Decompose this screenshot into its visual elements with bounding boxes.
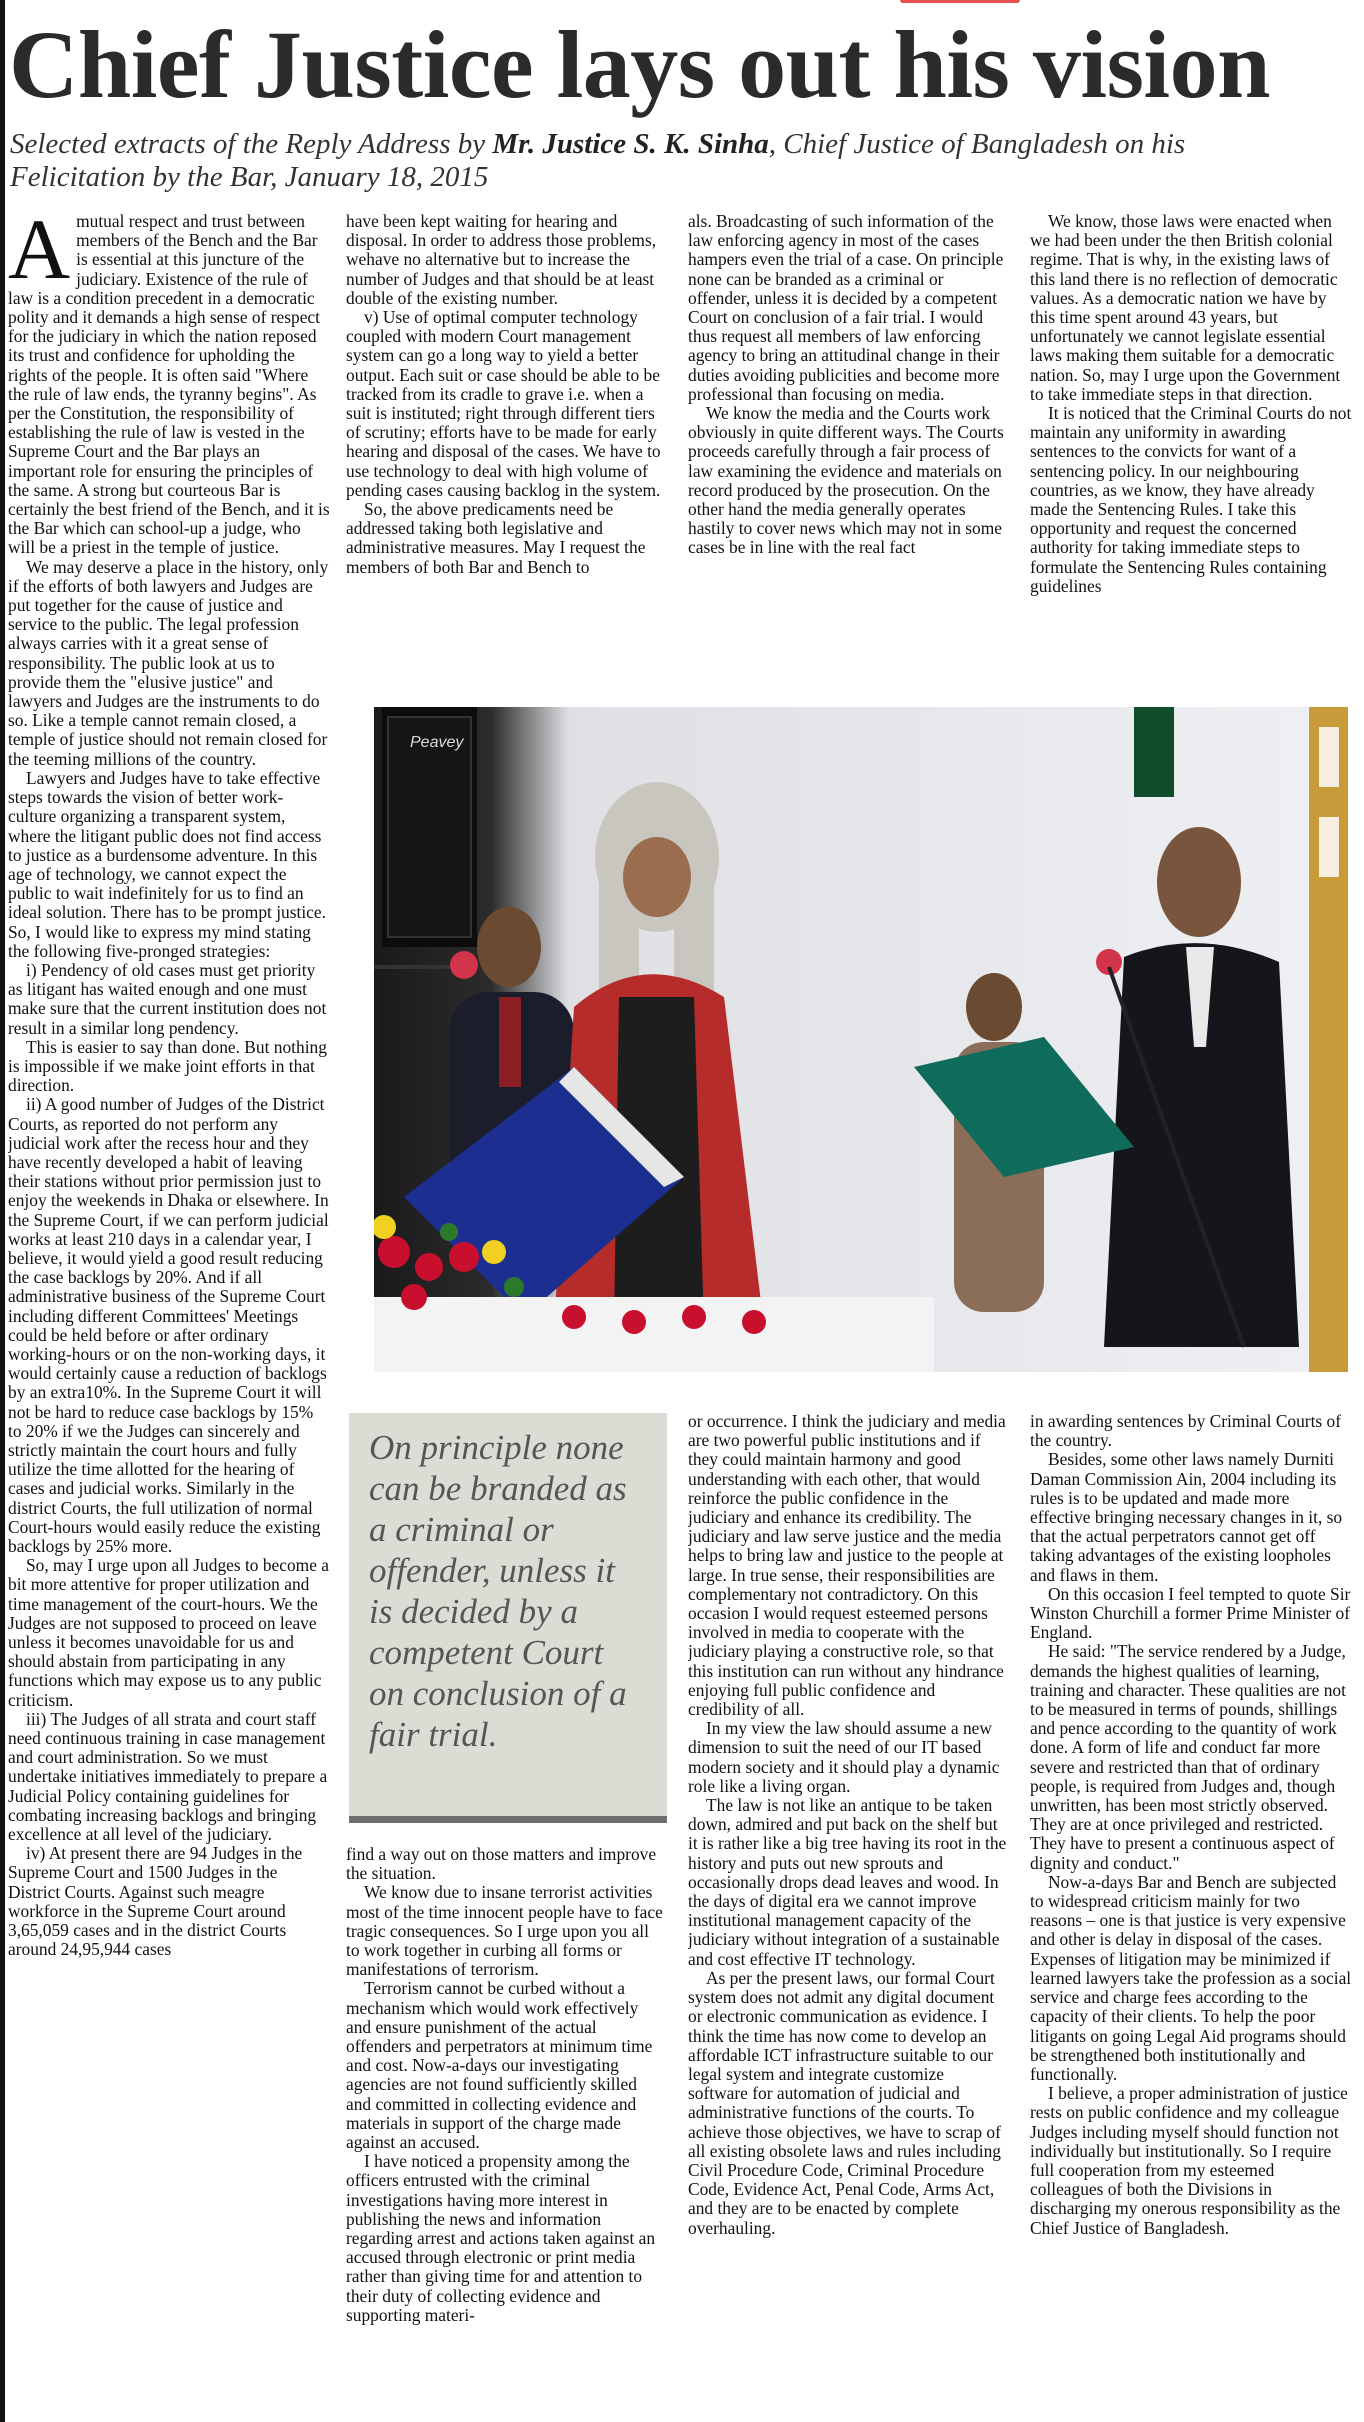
- paragraph: i) Pendency of old cases must get priority as litigant has waited enough and one must make sure that the current institution does not result in a similar long pendency.: [8, 959, 327, 1038]
- paragraph: in awarding sentences by Criminal Courts of the country.: [1030, 1412, 1342, 1451]
- subtitle: [10, 128, 1310, 194]
- paragraph: This is easier to say than done. But nothing is impossible if we make joint efforts in that direction.: [8, 1036, 327, 1096]
- paragraph: Lawyers and Judges have to take effective steps towards the vision of better work-culture organizing a transparent system, where the litigant public does not find access to justice as a burdensome adventure. In this age of technology, we cannot expect the public to wait indefinitely for us to find an ideal solution. There has to be prompt justice. So, I would like to express my mind stating the following five-pronged strategies:: [8, 767, 326, 961]
- subtitle-pre: Selected extracts of the Reply Address by: [10, 128, 493, 160]
- left-margin-rule: [0, 0, 5, 2422]
- column-2-top: [346, 212, 666, 682]
- column-2-bottom: [346, 1845, 666, 2422]
- paragraph: Terrorism cannot be curbed without a mechanism which would work effectively and ensure punishment of the actual offenders and perpetrators at minimum time and cost. Now-a-days our investigating agencies are not found sufficiently skilled and committed in collecting evidence and materials in support of the charge made against an accused.: [346, 1978, 653, 2153]
- paragraph: find a way out on those matters and improve the situation.: [346, 1845, 657, 1884]
- paragraph: So, the above predicaments need be addressed taking both legislative and administrative measures. May I request the members of both Bar and Bench to: [346, 499, 646, 577]
- paragraph: We may deserve a place in the history, only if the efforts of both lawyers and Judges are put together for the cause of justice and service to the public. The legal profession always carries with it a great sense of responsibility. The public look at us to provide them the "elusive justice" and lawyers and Judges are the instruments to do so. Like a temple cannot remain closed, a temple of justice should not remain closed for the teeming millions of the country.: [8, 556, 329, 769]
- paragraph: In my view the law should assume a new dimension to suit the need of our IT based modern society and it should play a dynamic role like a living organ.: [688, 1718, 1000, 1796]
- paragraph: As per the present laws, our formal Court system does not admit any digital document or electronic communication as evidence. I think the time has now come to develop an affordable ICT infrastructure suitable to our legal system and integrate customize software for automation of judicial and administrative functions of the courts. To achieve those objectives, we have to scrap of all existing obsolete laws and rules including Civil Procedure Code, Criminal Procedure Code, Evidence Act, Penal Code, Arms Act, and they are to be enacted by complete overhauling.: [688, 1967, 1001, 2238]
- paragraph: or occurrence. I think the judiciary and media are two powerful public institutions and if they could maintain harmony and good understanding with each other, that would reinforce the public confidence in the judiciary and enhance its credibility. The judiciary and law serve justice and the media helps to bring law and justice to the people at large. In true sense, their responsibilities are complementary not contradictory. On this occasion I would request esteemed persons involved in media to cooperate with the judiciary playing a constructive role, so that this institution can run without any hindrance enjoying full public confidence and credibility of all.: [688, 1412, 1006, 1720]
- paragraph: mutual respect and trust between members of the Bench and the Bar is essential at this juncture of the judiciary. Existence of the rule of law is a condition precedent in a democratic polity and it demands a high sense of respect for the judiciary in which the nation reposed its trust and confidence for upholding the rights of the people. It is often said "Where the rule of law ends, the tyranny begins". As per the Constitution, the responsibility of establishing the rule of law is vested in the Supreme Court and the Bar plays an important role for ensuring the principles of the same. A strong but courteous Bar is certainly the best friend of the Bench, and it is the Bar which can school-up a judge, who will be a priest in the temple of justice.: [8, 212, 330, 558]
- paragraph: v) Use of optimal computer technology coupled with modern Court management system can go a long way to yield a better output. Each suit or case should be able to be tracked from its cradle to grave i.e. when a suit is instituted; right through different tiers of scrutiny; efforts have to be made for early hearing and disposal of the cases. We have to use technology to deal with high volume of pending cases causing backlog in the system.: [346, 307, 661, 500]
- speaker-brand: Peavey: [410, 734, 464, 751]
- paragraph: The law is not like an antique to be taken down, admired and put back on the shelf but it is rather like a big tree having its root in the history and puts out new sprouts and occasionally drops dead leaves and wood. In the days of digital era we cannot improve institutional management capacity of the judiciary without integration of a sustainable and cost effective IT technology.: [688, 1795, 1007, 1969]
- ceremony-photo: [374, 707, 1348, 1372]
- paragraph: So, may I urge upon all Judges to become a bit more attentive for proper utilization and time management of the court-hours. We the Judges are not supposed to proceed on leave unless it becomes unavoidable for us and should abstain from participating in any functions which may expose us to any public criticism.: [8, 1555, 329, 1710]
- drop-cap: A: [8, 212, 71, 297]
- paragraph: On this occasion I feel tempted to quote Sir Winston Churchill a former Prime Minister of England.: [1030, 1583, 1351, 1643]
- column-4-bottom: [1030, 1412, 1352, 2422]
- subtitle-name: Mr. Justice S. K. Sinha: [492, 128, 769, 160]
- paragraph: als. Broadcasting of such information of the law enforcing agency in most of the cases hampers even the trial of a case. On principle none can be branded as a criminal or offender, unless it is decided by a competent Court on conclusion of a fair trial. I would thus request all members of law enforcing agency to bring an attitudinal change in their duties avoiding publicities and become more professional than focusing on media.: [688, 212, 1004, 404]
- paragraph: Now-a-days Bar and Bench are subjected to widespread criticism mainly for two reasons – one is that justice is very expensive and other is delay in disposal of the cases. Expenses of litigation may be minimized if learned lawyers take the profession as a social service and charge fees according to the capacity of their clients. To help the poor litigants on going Legal Aid programs should be strengthened both institutionally and functionally.: [1030, 1871, 1352, 2084]
- column-1: [8, 212, 330, 2422]
- paragraph: We know the media and the Courts work obviously in quite different ways. The Courts proceeds carefully through a fair process of law examining the evidence and materials on record produced by the prosecution. On the other hand the media generally operates hastily to cover news which may not in some cases be in line with the real fact: [688, 403, 1004, 558]
- paragraph: have been kept waiting for hearing and disposal. In order to address those problems, wehave no alternative but to increase the number of Judges and that should be at least double of the existing number.: [346, 212, 657, 308]
- paragraph: He said: "The service rendered by a Judge, demands the highest qualities of learning, training and character. These qualities are not to be measured in terms of pounds, shillings and pence according to the quantity of work done. A form of life and conduct far more severe and restricted than that of ordinary people, is required from Judges and, though unwritten, has been most strictly observed. They are at once privileged and restricted. They have to present a continuous aspect of dignity and conduct.": [1030, 1641, 1346, 1873]
- column-3-bottom: [688, 1412, 1008, 2422]
- pull-quote: [349, 1413, 667, 1823]
- column-3-top: [688, 212, 1008, 682]
- paragraph: iii) The Judges of all strata and court staff need continuous training in case management and court administration. So we must undertake initiatives immediately to prepare a Judicial Policy containing guidelines for combating increasing backlogs and bringing excellence at all level of the judiciary.: [8, 1708, 328, 1845]
- paragraph: Besides, some other laws namely Durniti Daman Commission Ain, 2004 including its rules is to be updated and made more effective bringing necessary changes in it, so that the actual perpetrators cannot get off taking advantages of the existing loopholes and flaws in them.: [1030, 1449, 1343, 1585]
- top-decoration: [900, 0, 1020, 3]
- headline: Chief Justice lays out his vision: [9, 11, 1270, 118]
- ceremony-photo-illustration: [374, 707, 1348, 1372]
- paragraph: I have noticed a propensity among the officers entrusted with the criminal investigations having more interest in publishing the news and information regarding arrest and actions taken against an accused through electronic or print media rather than giving time for and attention to their duty of collecting evidence and supporting materi-: [346, 2151, 656, 2325]
- paragraph: iv) At present there are 94 Judges in the Supreme Court and 1500 Judges in the District Courts. Against such meagre workforce in the Supreme Court around 3,65,059 cases and in the district Courts around 24,95,944 cases: [8, 1843, 303, 1960]
- paragraph: ii) A good number of Judges of the District Courts, as reported do not perform any judicial work after the recess hour and they have recently developed a habit of leaving their stations without prior permission just to enjoy the weekends in Dhaka or elsewhere. In the Supreme Court, if we can perform judicial works at least 210 days in a calendar year, I believe, it would yield a good result reducing the case backlogs by 20%. And if all administrative business of the Supreme Court including different Committees' Meetings could be held before or after ordinary working-hours or on the non-working days, it would certainly cause a reduction of backlogs by an extra10%. In the Supreme Court it will not be hard to reduce case backlogs by 15% to 20% if we the Judges can sincerely and strictly maintain the court hours and fully utilize the time allotted for the hearing of cases and judicial works. Similarly in the district Courts, the full utilization of normal Court-hours would easily reduce the existing backlogs by 25% more.: [8, 1094, 329, 1557]
- paragraph: We know, those laws were enacted when we had been under the then British colonial regime. That is why, in the existing laws of this land there is no reflection of democratic values. As a democratic nation we have by this time spent around 43 years, but unfortunately we cannot legislate essential laws making them suitable for a democratic nation. So, may I urge upon the Government to take immediate steps in that direction.: [1030, 212, 1341, 404]
- paragraph: We know due to insane terrorist activities most of the time innocent people have to face tragic consequences. So I urge upon you all to work together in curbing all forms or manifestations of terrorism.: [346, 1882, 663, 1980]
- column-4-top: [1030, 212, 1352, 682]
- pull-quote-text: On principle none can be branded as a criminal or offender, unless it is decided by a competent Court on conclusion of a fair trial.: [369, 1428, 627, 1754]
- subtitle-post: , Chief Justice of Bangladesh on his Felicitation by the Bar, January 18, 2015: [10, 128, 1186, 193]
- paragraph: It is noticed that the Criminal Courts do not maintain any uniformity in awarding sentences to the convicts for want of a sentencing policy. In our neighbouring countries, as we know, they have already made the Sentencing Rules. I take this opportunity and request the concerned authority for taking immediate steps to formulate the Sentencing Rules containing guidelines: [1030, 403, 1352, 596]
- paragraph: I believe, a proper administration of justice rests on public confidence and my colleague Judges including myself should function not individually but institutionally. So I require full cooperation from my esteemed colleagues of both the Divisions in discharging my onerous responsibility as the Chief Justice of Bangladesh.: [1030, 2083, 1348, 2238]
